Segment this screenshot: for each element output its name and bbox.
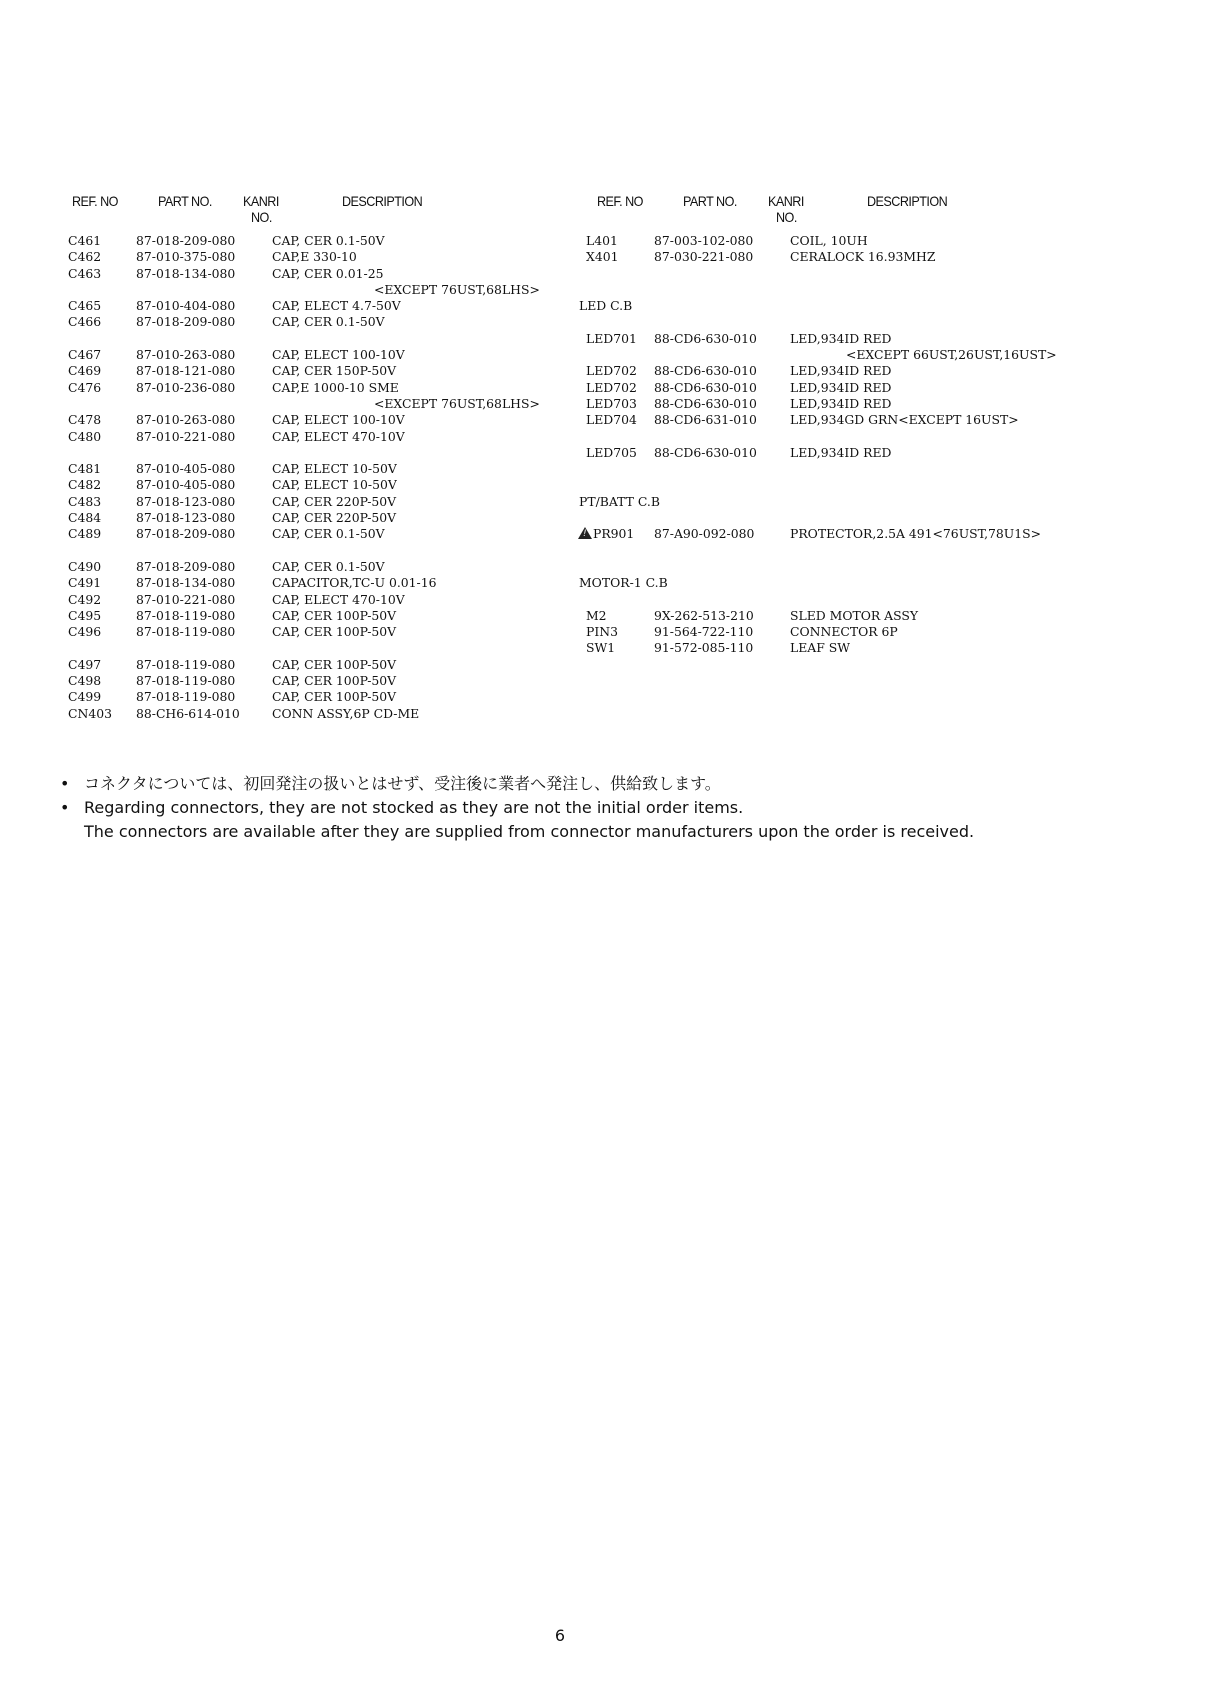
- description: LED,934ID RED: [790, 395, 892, 411]
- part-no: 87-018-119-080: [136, 624, 236, 640]
- exception-note-text: <EXCEPT 76UST,68LHS>: [374, 395, 540, 411]
- blank-row: [586, 477, 1106, 493]
- description: LED,934ID RED: [790, 379, 892, 395]
- bullet: •: [60, 774, 70, 793]
- table-row: [68, 249, 538, 265]
- ref-no-text: C478: [68, 412, 102, 428]
- ref-no: [586, 233, 618, 249]
- table-row: [68, 494, 538, 510]
- part-no: 87-003-102-080: [654, 233, 754, 248]
- ref-no-text: C491: [68, 575, 102, 591]
- description: CAP, ELECT 470-10V: [272, 428, 405, 444]
- blank-row: [586, 510, 1106, 526]
- part-no: 87-A90-092-080: [654, 526, 755, 542]
- bullet: •: [60, 798, 70, 817]
- note-english-text-2: The connectors are available after they are supplied from connector manufacturers upon the order is received.: [84, 822, 975, 841]
- description: CAP, ELECT 4.7-50V: [272, 298, 401, 314]
- description: CERALOCK 16.93MHZ: [790, 249, 936, 265]
- description: CAP, CER 150P-50V: [272, 363, 397, 379]
- table-row: [68, 575, 538, 591]
- blank-row: [586, 592, 1106, 608]
- part-no: 87-018-209-080: [136, 233, 236, 248]
- description: CAPACITOR,TC-U 0.01-16: [272, 575, 437, 591]
- description: CONNECTOR 6P: [790, 624, 898, 640]
- description: CAP, ELECT 10-50V: [272, 477, 397, 493]
- page-number: 6: [554, 1626, 566, 1645]
- description: SLED MOTOR ASSY: [790, 607, 919, 623]
- table-row: [586, 624, 1106, 640]
- blank-row: [586, 429, 1106, 445]
- ref-no-text: C495: [68, 607, 102, 623]
- part-no: 87-010-375-080: [136, 249, 236, 265]
- exception-note-text: <EXCEPT 76UST,68LHS>: [374, 281, 540, 297]
- part-no: 87-018-119-080: [136, 656, 236, 672]
- table-row: [586, 396, 1106, 412]
- section-label: PT/BATT C.B: [579, 493, 660, 509]
- table-row: [68, 592, 538, 608]
- table-row: [68, 233, 538, 249]
- part-no: 87-018-209-080: [136, 526, 236, 542]
- ref-no: [68, 298, 101, 314]
- ref-no: [68, 233, 101, 249]
- table-row: [68, 706, 538, 722]
- table-row: [68, 347, 538, 363]
- description: CAP, CER 0.1-50V: [272, 526, 385, 542]
- right-header-ref: REF. NO: [597, 193, 643, 209]
- part-no: 88-CH6-614-010: [136, 705, 240, 721]
- ref-no: [68, 592, 101, 608]
- ref-no: [68, 249, 101, 265]
- section-heading: [579, 298, 1106, 314]
- ref-no: [68, 624, 101, 640]
- description: CAP, CER 100P-50V: [272, 689, 397, 705]
- table-row: [68, 608, 538, 624]
- description: CONN ASSY,6P CD-ME: [272, 705, 420, 721]
- part-no: 87-010-404-080: [136, 298, 236, 314]
- right-parts-list: [579, 233, 1106, 657]
- ref-no-text: LED703: [586, 395, 637, 411]
- ref-no-text: PR901: [593, 526, 635, 542]
- description: LEAF SW: [790, 640, 850, 656]
- ref-no-text: C466: [68, 314, 102, 330]
- ref-no: [68, 363, 101, 379]
- part-no: 87-018-123-080: [136, 493, 236, 509]
- blank-row: [586, 282, 1106, 298]
- part-no: 87-018-119-080: [136, 607, 236, 623]
- part-no: 88-CD6-630-010: [654, 395, 757, 411]
- table-row: [68, 429, 538, 445]
- ref-no-text: LED705: [586, 444, 637, 460]
- ref-no: [68, 526, 101, 542]
- blank-row: [586, 266, 1106, 282]
- exception-note-text: <EXCEPT 66UST,26UST,16UST>: [846, 347, 1057, 363]
- section-heading: [579, 575, 1106, 591]
- description: CAP, CER 0.1-50V: [272, 558, 385, 574]
- ref-no: [586, 396, 637, 412]
- ref-no: [68, 575, 101, 591]
- table-row: [586, 608, 1106, 624]
- left-header-kanri-no: NO.: [251, 209, 272, 225]
- table-row: [68, 477, 538, 493]
- table-row: [586, 233, 1106, 249]
- ref-no: [586, 412, 637, 428]
- table-row: [68, 412, 538, 428]
- description: CAP, CER 220P-50V: [272, 510, 397, 526]
- part-no: 91-564-722-110: [654, 624, 754, 640]
- table-row: [586, 412, 1106, 428]
- note-english-cont: [60, 820, 974, 844]
- section-label: LED C.B: [579, 298, 633, 314]
- part-no: 87-018-123-080: [136, 510, 236, 526]
- ref-no: [586, 363, 637, 379]
- ref-no: [68, 494, 101, 510]
- part-no: 87-010-236-080: [136, 379, 236, 395]
- blank-row: [68, 331, 538, 347]
- ref-no-text: LED702: [586, 379, 637, 395]
- ref-no-text: PIN3: [586, 624, 618, 640]
- ref-no: [68, 689, 101, 705]
- note-english: [60, 796, 974, 820]
- ref-no-text: X401: [586, 249, 619, 265]
- ref-no-text: C498: [68, 673, 102, 689]
- ref-no-text: C489: [68, 526, 102, 542]
- description: CAP,E 330-10: [272, 249, 357, 265]
- part-no: 88-CD6-630-010: [654, 330, 757, 346]
- blank-row: [586, 461, 1106, 477]
- part-no: 87-018-134-080: [136, 265, 236, 281]
- safety-warning-icon: [578, 527, 592, 539]
- ref-no-text: C481: [68, 461, 102, 477]
- ref-no: [68, 559, 101, 575]
- blank-row: [68, 640, 538, 656]
- ref-no: [586, 249, 618, 265]
- table-row: [68, 624, 538, 640]
- description: LED,934ID RED: [790, 363, 892, 379]
- description: CAP, ELECT 470-10V: [272, 591, 405, 607]
- ref-no-text: LED701: [586, 330, 637, 346]
- part-no: 87-010-221-080: [136, 591, 236, 607]
- ref-no: [68, 706, 112, 722]
- notes: [60, 772, 974, 844]
- ref-no-text: C469: [68, 363, 102, 379]
- ref-no-text: C467: [68, 347, 102, 363]
- ref-no-text: CN403: [68, 705, 112, 721]
- table-row: [68, 461, 538, 477]
- description: COIL, 10UH: [790, 233, 868, 248]
- part-no: 91-572-085-110: [654, 640, 754, 656]
- ref-no-text: C465: [68, 298, 102, 314]
- ref-no: [68, 266, 101, 282]
- ref-no: [68, 380, 101, 396]
- description: CAP, ELECT 100-10V: [272, 347, 405, 363]
- ref-no: [68, 461, 101, 477]
- ref-no-text: C461: [68, 233, 102, 248]
- description: PROTECTOR,2.5A 491<76UST,78U1S>: [790, 526, 1041, 542]
- ref-no: [578, 526, 634, 542]
- ref-no: [586, 445, 637, 461]
- table-row: [586, 331, 1106, 347]
- table-row: [68, 689, 538, 705]
- description: CAP, CER 100P-50V: [272, 607, 397, 623]
- ref-no-text: C499: [68, 689, 102, 705]
- table-row: [68, 673, 538, 689]
- blank-row: [586, 559, 1106, 575]
- ref-no: [586, 624, 618, 640]
- part-no: 87-010-263-080: [136, 347, 236, 363]
- ref-no: [68, 314, 101, 330]
- blank-row: [586, 543, 1106, 559]
- left-header-kanri: KANRI: [243, 193, 279, 209]
- part-no: 88-CD6-630-010: [654, 444, 757, 460]
- ref-no-text: C497: [68, 656, 102, 672]
- left-header-part: PART NO.: [158, 193, 212, 209]
- table-row: [586, 445, 1106, 461]
- ref-no: [68, 412, 101, 428]
- ref-no: [68, 673, 101, 689]
- ref-no-text: L401: [586, 233, 618, 248]
- table-row: [586, 526, 1106, 542]
- part-no: 88-CD6-631-010: [654, 412, 757, 428]
- exception-note: [68, 282, 538, 298]
- ref-no-text: C463: [68, 265, 102, 281]
- table-row: [586, 380, 1106, 396]
- ref-no-text: C476: [68, 379, 102, 395]
- left-header-desc: DESCRIPTION: [342, 193, 423, 209]
- description: LED,934GD GRN<EXCEPT 16UST>: [790, 412, 1019, 428]
- part-no: 87-010-221-080: [136, 428, 236, 444]
- table-row: [586, 640, 1106, 656]
- ref-no: [68, 608, 101, 624]
- part-no: 87-010-405-080: [136, 461, 236, 477]
- description: CAP, CER 100P-50V: [272, 673, 397, 689]
- description: CAP, CER 0.1-50V: [272, 233, 385, 248]
- description: CAP, ELECT 10-50V: [272, 461, 397, 477]
- note-japanese: [60, 772, 974, 796]
- right-header-desc: DESCRIPTION: [867, 193, 948, 209]
- part-no: 87-018-209-080: [136, 314, 236, 330]
- description: CAP, CER 220P-50V: [272, 493, 397, 509]
- ref-no: [68, 347, 101, 363]
- ref-no-text: C482: [68, 477, 102, 493]
- part-no: 87-018-119-080: [136, 673, 236, 689]
- right-header-kanri: KANRI: [768, 193, 804, 209]
- table-row: [68, 526, 538, 542]
- ref-no: [68, 429, 101, 445]
- part-no: 87-018-134-080: [136, 575, 236, 591]
- ref-no-text: C496: [68, 624, 102, 640]
- ref-no-text: LED702: [586, 363, 637, 379]
- description: CAP, ELECT 100-10V: [272, 412, 405, 428]
- exception-note: [68, 396, 538, 412]
- ref-no-text: SW1: [586, 640, 616, 656]
- description: CAP,E 1000-10 SME: [272, 379, 399, 395]
- part-no: 87-018-119-080: [136, 689, 236, 705]
- table-row: [68, 314, 538, 330]
- description: CAP, CER 100P-50V: [272, 624, 397, 640]
- part-no: 88-CD6-630-010: [654, 379, 757, 395]
- description: LED,934ID RED: [790, 330, 892, 346]
- ref-no-text: C492: [68, 591, 102, 607]
- description: CAP, CER 0.1-50V: [272, 314, 385, 330]
- ref-no: [586, 640, 615, 656]
- blank-row: [586, 314, 1106, 330]
- ref-no: [68, 477, 101, 493]
- ref-no: [586, 608, 607, 624]
- part-no: 9X-262-513-210: [654, 607, 754, 623]
- exception-note: [586, 347, 1106, 363]
- note-japanese-text: コネクタについては、初回発注の扱いとはせず、受注後に業者へ発注し、供給致します。: [84, 774, 721, 793]
- part-no: 87-018-209-080: [136, 558, 236, 574]
- ref-no-text: C483: [68, 493, 102, 509]
- blank-row: [68, 543, 538, 559]
- table-row: [68, 266, 538, 282]
- table-row: [68, 559, 538, 575]
- ref-no: [586, 331, 637, 347]
- ref-no: [68, 510, 101, 526]
- part-no: 87-030-221-080: [654, 249, 754, 265]
- blank-row: [68, 445, 538, 461]
- ref-no-text: C480: [68, 428, 102, 444]
- ref-no: [68, 657, 101, 673]
- ref-no: [586, 380, 637, 396]
- right-header-part: PART NO.: [683, 193, 737, 209]
- table-row: [68, 657, 538, 673]
- ref-no-text: M2: [586, 607, 607, 623]
- description: CAP, CER 0.01-25: [272, 265, 384, 281]
- part-no: 87-018-121-080: [136, 363, 236, 379]
- table-row: [68, 363, 538, 379]
- ref-no-text: C462: [68, 249, 102, 265]
- section-label: MOTOR-1 C.B: [579, 575, 668, 591]
- left-parts-list: [68, 233, 538, 722]
- description: CAP, CER 100P-50V: [272, 656, 397, 672]
- table-row: [586, 363, 1106, 379]
- table-row: [586, 249, 1106, 265]
- ref-no-text: C490: [68, 558, 102, 574]
- part-no: 88-CD6-630-010: [654, 363, 757, 379]
- part-no: 87-010-263-080: [136, 412, 236, 428]
- description: LED,934ID RED: [790, 444, 892, 460]
- ref-no-text: LED704: [586, 412, 637, 428]
- ref-no-text: C484: [68, 510, 102, 526]
- right-header-kanri-no: NO.: [776, 209, 797, 225]
- note-english-text-1: Regarding connectors, they are not stocked as they are not the initial order items.: [84, 798, 744, 817]
- table-row: [68, 510, 538, 526]
- table-row: [68, 380, 538, 396]
- left-header-ref: REF. NO: [72, 193, 118, 209]
- table-row: [68, 298, 538, 314]
- section-heading: [579, 493, 1106, 510]
- part-no: 87-010-405-080: [136, 477, 236, 493]
